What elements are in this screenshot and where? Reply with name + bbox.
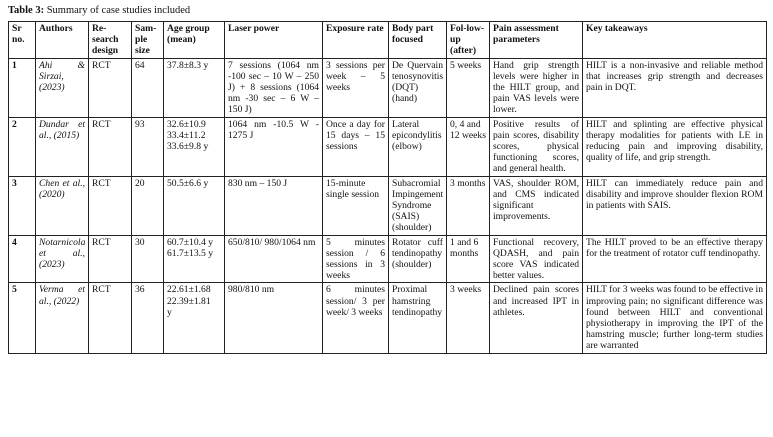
cell-sample: 64 — [132, 58, 164, 117]
cell-age — [164, 235, 225, 283]
header-laser: Laser power — [225, 22, 323, 59]
header-takeaways: Key takeaways — [583, 22, 767, 59]
cell-sample: 93 — [132, 117, 164, 176]
header-row — [9, 22, 767, 59]
cell-age-line: 22.61±1.68 — [167, 284, 211, 296]
header-sr: Sr no. — [9, 22, 36, 59]
table-row — [9, 176, 767, 235]
cell-laser: 980/810 nm — [225, 283, 323, 353]
header-pain: Pain assessment parameters — [490, 22, 583, 59]
cell-age-line: 33.4±11.2 — [167, 129, 206, 141]
cell-sample: 30 — [132, 235, 164, 283]
cell-takeaways: HILT and splinting are effective physical therapy modalities for patients with LE in reducing pain and improving disability, quality of life, and grip strength. — [583, 117, 767, 176]
cell-age-line: y — [167, 306, 172, 318]
cell-authors: Chen et al., (2020) — [36, 176, 89, 235]
cell-sr: 4 — [9, 235, 36, 283]
cell-followup: 3 weeks — [447, 283, 490, 353]
cell-age-line: 60.7±10.4 y — [167, 236, 214, 248]
cell-pain: Hand grip strength levels were higher in the HILT group, and pain VAS levels were lower. — [490, 58, 583, 117]
caption-text: Summary of case studies included — [44, 5, 191, 16]
cell-laser: 1064 nm -10.5 W - 1275 J — [225, 117, 323, 176]
cell-design: RCT — [89, 117, 132, 176]
cell-laser: 830 nm – 150 J — [225, 176, 323, 235]
header-followup: Fol-low-up (after) — [447, 22, 490, 59]
cell-authors: Verma et al., (2022) — [36, 283, 89, 353]
cell-design: RCT — [89, 176, 132, 235]
cell-age-line: 37.8±8.3 y — [167, 59, 209, 71]
cell-age — [164, 58, 225, 117]
cell-followup: 5 weeks — [447, 58, 490, 117]
cell-exposure: Once a day for 15 days – 15 sessions — [323, 117, 389, 176]
cell-exposure: 3 sessions per week – 5 weeks — [323, 58, 389, 117]
table-row — [9, 283, 767, 353]
header-design: Re-search design — [89, 22, 132, 59]
cell-takeaways: The HILT proved to be an effective therapy for the treatment of rotator cuff tendinopathy. — [583, 235, 767, 283]
cell-pain: Declined pain scores and increased IPT in athletes. — [490, 283, 583, 353]
cell-age — [164, 176, 225, 235]
cell-age-line: 33.6±9.8 y — [167, 141, 209, 153]
cell-followup: 0, 4 and 12 weeks — [447, 117, 490, 176]
cell-age — [164, 117, 225, 176]
cell-laser: 7 sessions (1064 nm -100 sec – 10 W – 250 J) + 8 sessions (1064 nm -30 sec – 6 W – 150 J) — [225, 58, 323, 117]
cell-age-line: 22.39±1.81 — [167, 295, 211, 307]
cell-takeaways: HILT is a non-invasive and reliable method that increases grip strength and decreases pain in DQT. — [583, 58, 767, 117]
cell-age-line: 50.5±6.6 y — [167, 177, 209, 189]
cell-design: RCT — [89, 283, 132, 353]
cell-sr: 2 — [9, 117, 36, 176]
case-studies-table — [8, 21, 767, 354]
table-row — [9, 58, 767, 117]
cell-authors: Dundar et al., (2015) — [36, 117, 89, 176]
table-caption — [8, 4, 190, 17]
cell-sr: 5 — [9, 283, 36, 353]
cell-age-line: 61.7±13.5 y — [167, 247, 214, 259]
cell-body: Lateral epicondylitis (elbow) — [389, 117, 447, 176]
cell-design: RCT — [89, 235, 132, 283]
table-row — [9, 117, 767, 176]
cell-exposure: 5 minutes session / 6 sessions in 3 weeks — [323, 235, 389, 283]
cell-authors: Ahi & Sirzai, (2023) — [36, 58, 89, 117]
cell-sample: 20 — [132, 176, 164, 235]
header-authors: Authors — [36, 22, 89, 59]
header-exposure: Exposure rate — [323, 22, 389, 59]
cell-pain: Positive results of pain scores, disability scores, physical functioning scores, and general health. — [490, 117, 583, 176]
cell-pain: VAS, shoulder ROM, and CMS indicated significant improvements. — [490, 176, 583, 235]
cell-takeaways: HILT for 3 weeks was found to be effective in improving pain; no significant difference was found between HILT and conventional physiotherapy in improving the IPT of the hamstring muscle; further long-term studies are warranted — [583, 283, 767, 353]
cell-design: RCT — [89, 58, 132, 117]
cell-pain: Functional recovery, QDASH, and pain score VAS indicated better values. — [490, 235, 583, 283]
cell-followup: 1 and 6 months — [447, 235, 490, 283]
cell-age — [164, 283, 225, 353]
cell-body: Subacromial Impingement Syndrome (SAIS) (shoulder) — [389, 176, 447, 235]
cell-exposure: 15-minute single session — [323, 176, 389, 235]
cell-followup: 3 months — [447, 176, 490, 235]
cell-authors: Notarnicola et al., (2023) — [36, 235, 89, 283]
cell-body: De Quervain tenosynovitis (DQT) (hand) — [389, 58, 447, 117]
cell-sr: 1 — [9, 58, 36, 117]
cell-sample: 36 — [132, 283, 164, 353]
cell-takeaways: HILT can immediately reduce pain and disability and improve shoulder flexion ROM in patients with SAIS. — [583, 176, 767, 235]
cell-laser: 650/810/ 980/1064 nm — [225, 235, 323, 283]
caption-label: Table 3: — [8, 5, 45, 16]
cell-sr: 3 — [9, 176, 36, 235]
header-sample: Sam-ple size — [132, 22, 164, 59]
cell-body: Rotator cuff tendinopathy (shoulder) — [389, 235, 447, 283]
cell-age-line: 32.6±10.9 — [167, 118, 206, 130]
cell-exposure: 6 minutes session/ 3 per week/ 3 weeks — [323, 283, 389, 353]
table-row — [9, 235, 767, 283]
header-body: Body part focused — [389, 22, 447, 59]
cell-body: Proximal hamstring tendinopathy — [389, 283, 447, 353]
header-age: Age group (mean) — [164, 22, 225, 59]
